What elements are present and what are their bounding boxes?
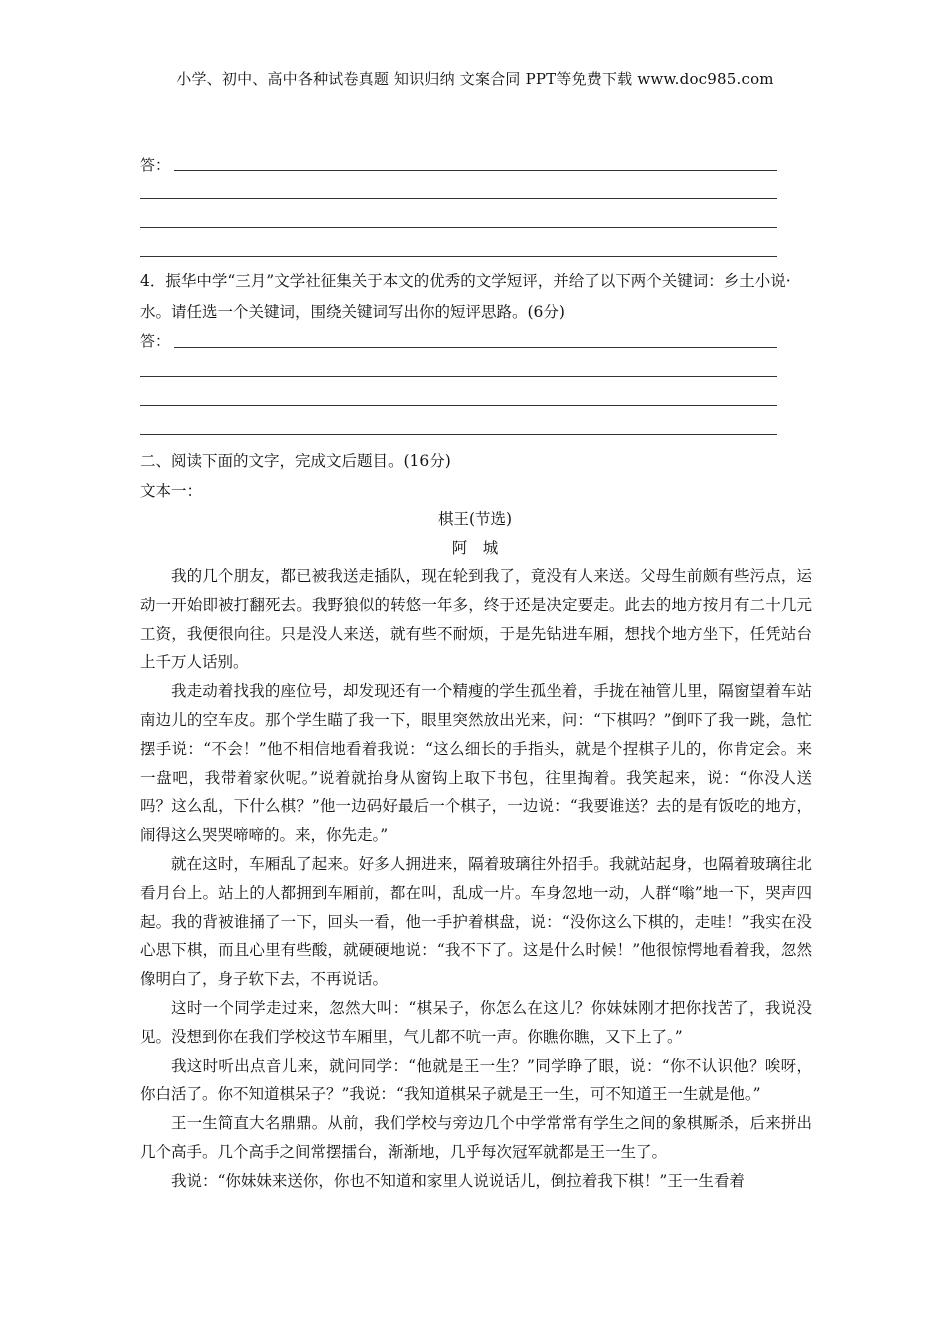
paragraph: 就在这时，车厢乱了起来。好多人拥进来，隔着玻璃往外招手。我就站起身，也隔着玻璃往北看月台上。站上的人都拥到车厢前，都在叫，乱成一片。车身忽地一动，人群“嗡”地一下，哭声四起。我的背被谁捅了一下，回头一看，他一手护着棋盘，说：“没你这么下棋的，走哇！”我实在没心思下棋，而且心里有些酸，就硬硬地说：“我不下了。这是什么时候！”他很惊愕地看着我，忽然像明白了，身子软下去，不再说话。 [140,854,812,989]
page-header: 小学、初中、高中各种试卷真题 知识归纳 文案合同 PPT等免费下载 www.doc985.com [176,70,774,88]
paragraph: 我走动着找我的座位号，却发现还有一个精瘦的学生孤坐着，手拢在袖管儿里，隔窗望着车站南边儿的空车皮。那个学生瞄了我一下，眼里突然放出光来，问：“下棋吗？”倒吓了我一跳，急忙摆手说：“不会！”他不相信地看着我说：“这么细长的手指头，就是个捏棋子儿的，你肯定会。来一盘吧，我带着家伙呢。”说着就抬身从窗钩上取下书包，往里掏着。我笑起来，说：“你没人送吗？这么乱，下什么棋？”他一边码好最后一个棋子，一边说：“我要谁送？去的是有饭吃的地方，闹得这么哭哭啼啼的。来，你先走。” [140,682,812,845]
text-label: 文本一： [140,482,203,500]
paragraph: 这时一个同学走过来，忽然大叫：“棋呆子，你怎么在这儿？你妹妹刚才把你找苦了，我说没见。没想到你在我们学校这节车厢里，气儿都不吭一声。你瞧你瞧，又下上了。” [140,998,812,1046]
answer-line [140,227,777,228]
answer-line [174,170,777,171]
answer-line [140,434,777,435]
article-title: 棋王(节选) [437,510,513,528]
article-author: 阿 城 [451,539,499,557]
answer-line [140,256,777,257]
question-4: 4．振华中学“三月”文学社征集关于本文的优秀的文学短评，并给了以下两个关键词：乡土小说·水。请任选一个关键词，围绕关键词写出你的短评思路。(6分) [140,272,791,321]
paragraph: 我的几个朋友，都已被我送走插队，现在轮到我了，竟没有人来送。父母生前颇有些污点，运动一开始即被打翻死去。我野狼似的转悠一年多，终于还是决定要走。此去的地方按月有二十几元工资，我便很向往。只是没人来送，就有些不耐烦，于是先钻进车厢，想找个地方坐下，任凭站台上千万人话别。 [140,567,812,672]
paragraph: 王一生简直大名鼎鼎。从前，我们学校与旁边几个中学常常有学生之间的象棋厮杀，后来拼出几个高手。几个高手之间常摆擂台，渐渐地，几乎每次冠军就都是王一生了。 [140,1114,812,1161]
paragraph: 我说：“你妹妹来送你，你也不知道和家里人说说话儿，倒拉着我下棋！”王一生看着 [171,1171,745,1190]
answer-label-1: 答： [140,156,171,174]
paragraph: 我这时听出点音儿来，就问同学：“他就是王一生？”同学睁了眼，说：“你不认识他？唉呀，你白活了。你不知道棋呆子？”我说：“我知道棋呆子就是王一生，可不知道王一生就是他。” [140,1056,812,1104]
answer-label-2: 答： [140,332,171,350]
article-body [140,562,812,1196]
answer-line [140,405,777,406]
answer-line [140,198,777,199]
section-heading: 二、阅读下面的文字，完成文后题目。(16分) [140,452,451,470]
answer-line [140,376,777,377]
answer-line [174,347,777,348]
